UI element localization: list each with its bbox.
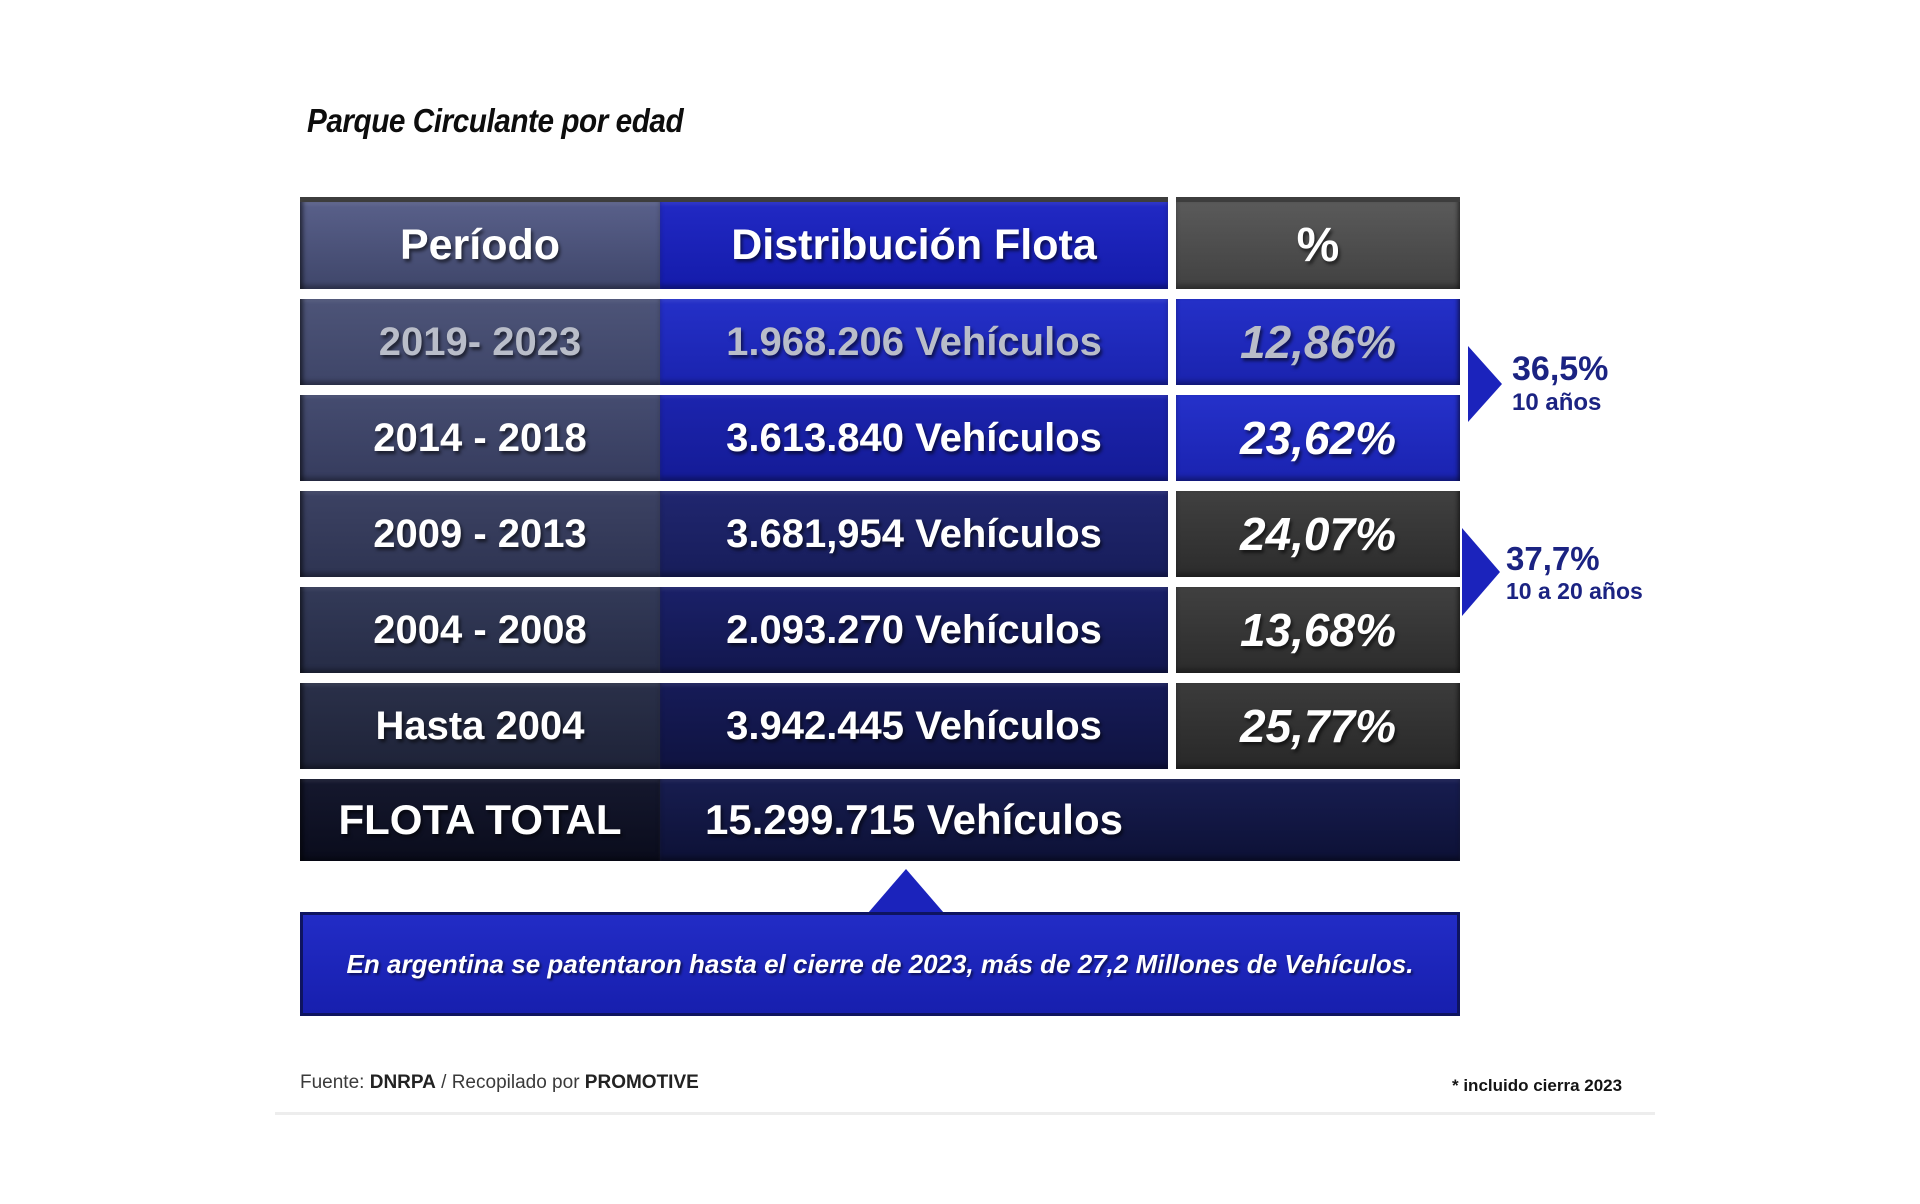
period-cell: Hasta 2004 xyxy=(300,683,660,769)
fleet-age-table xyxy=(300,197,1460,871)
header-cell-distribucion-flota: Distribución Flota xyxy=(660,197,1168,289)
footnote: * incluido cierra 2023 xyxy=(1452,1076,1623,1095)
fleet-cell: 3.613.840 Vehículos xyxy=(660,395,1168,481)
page-title: Parque Circulante por edad xyxy=(307,102,684,139)
source-name: DNRPA xyxy=(369,1072,436,1093)
fleet-cell: 1.968.206 Vehículos xyxy=(660,299,1168,385)
column-gap xyxy=(1168,587,1176,673)
table-header-row xyxy=(300,197,1460,289)
total-row xyxy=(300,779,1460,861)
arrow-right-icon xyxy=(1468,346,1502,422)
table-row xyxy=(300,299,1460,385)
table-row xyxy=(300,395,1460,481)
column-gap xyxy=(1168,395,1176,481)
annotation-10-a-20-anos xyxy=(1506,540,1643,604)
footer-divider xyxy=(275,1112,1655,1115)
column-gap xyxy=(1168,299,1176,385)
percent-cell: 12,86% xyxy=(1176,299,1460,385)
period-cell: 2004 - 2008 xyxy=(300,587,660,673)
period-cell: 2014 - 2018 xyxy=(300,395,660,481)
header-cell-percent: % xyxy=(1176,197,1460,289)
annotation-percent: 37,7% xyxy=(1506,540,1600,577)
annotation-10-anos xyxy=(1512,350,1608,417)
fleet-cell: 3.942.445 Vehículos xyxy=(660,683,1168,769)
fleet-cell: 3.681,954 Vehículos xyxy=(660,491,1168,577)
callout-text: En argentina se patentaron hasta el cierre de 2023, más de 27,2 Millones de Vehículos. xyxy=(346,948,1414,979)
column-gap xyxy=(1168,491,1176,577)
annotation-percent: 36,5% xyxy=(1512,350,1609,388)
column-gap xyxy=(1168,683,1176,769)
percent-cell: 24,07% xyxy=(1176,491,1460,577)
percent-cell: 25,77% xyxy=(1176,683,1460,769)
callout-banner xyxy=(300,912,1460,1016)
total-value: 15.299.715 Vehículos xyxy=(705,796,1123,843)
total-label-cell: FLOTA TOTAL xyxy=(300,779,660,861)
table-row xyxy=(300,587,1460,673)
annotation-label: 10 años xyxy=(1512,389,1602,417)
total-value-cell xyxy=(660,779,1460,861)
table-row xyxy=(300,491,1460,577)
period-cell: 2009 - 2013 xyxy=(300,491,660,577)
column-gap xyxy=(1168,197,1176,289)
table-row xyxy=(300,683,1460,769)
compiler-name: PROMOTIVE xyxy=(584,1072,699,1093)
period-cell: 2019- 2023 xyxy=(300,299,660,385)
percent-cell: 13,68% xyxy=(1176,587,1460,673)
arrow-right-icon xyxy=(1462,528,1500,616)
annotation-label: 10 a 20 años xyxy=(1506,577,1643,604)
fleet-cell: 2.093.270 Vehículos xyxy=(660,587,1168,673)
percent-cell: 23,62% xyxy=(1176,395,1460,481)
header-cell-periodo: Período xyxy=(300,197,660,289)
source-middle: / Recopilado por xyxy=(435,1072,585,1093)
source-prefix: Fuente: xyxy=(300,1072,370,1093)
arrow-up-icon xyxy=(868,869,944,913)
source-credit xyxy=(300,1072,699,1094)
